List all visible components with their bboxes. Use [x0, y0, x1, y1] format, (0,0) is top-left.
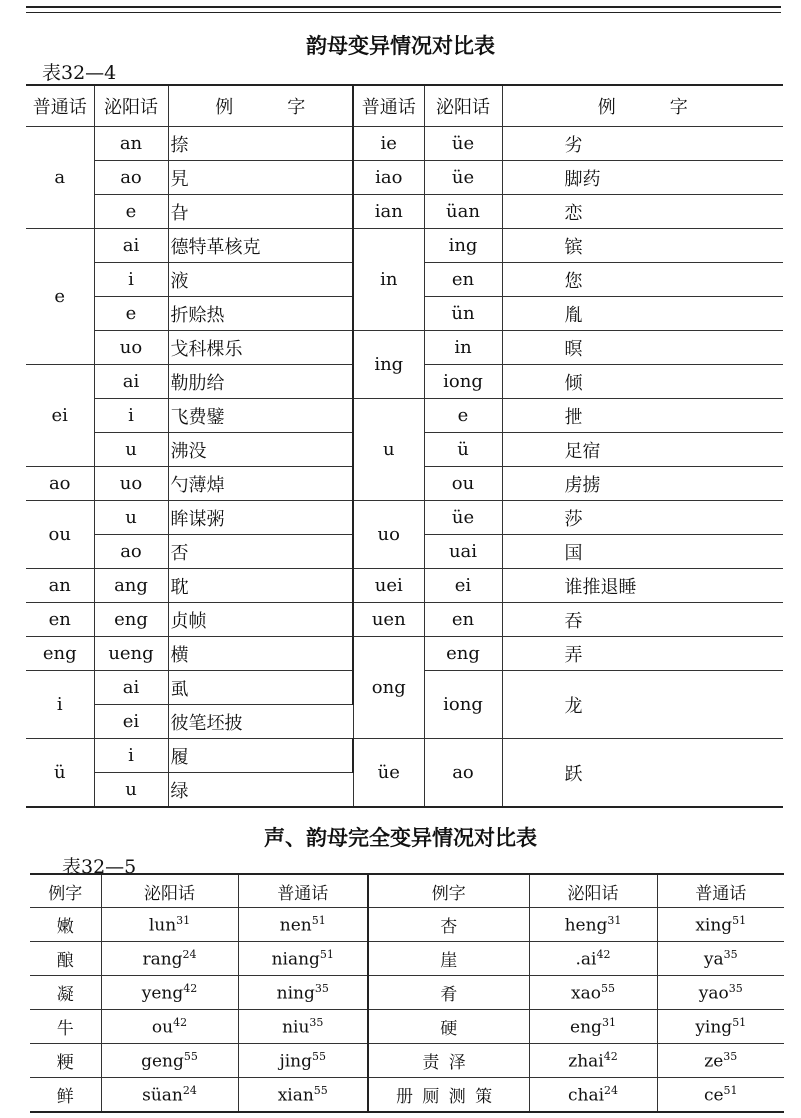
pinyin-cell [657, 976, 784, 1010]
pinyin-cell [101, 908, 238, 942]
table4-label: 表32—4 [42, 62, 117, 84]
example-char: 鲜 [56, 1087, 74, 1107]
tone-value: 35 [723, 1049, 738, 1063]
tone-value: 55 [313, 1083, 328, 1097]
example-char: 硬 [440, 1019, 458, 1039]
pinyin-cell [238, 976, 368, 1010]
biyang-final-cell: ou [424, 467, 502, 501]
pinyin-syllable: ou [151, 1017, 174, 1038]
pinyin-syllable: yeng [141, 983, 184, 1004]
pinyin-syllable: xao [571, 983, 601, 1004]
pinyin-cell [529, 1044, 657, 1078]
table5-label: 表32—5 [62, 856, 137, 878]
pinyin-syllable: jing [279, 1051, 313, 1072]
biyang-final-cell: e [94, 195, 168, 229]
tone-value: 42 [183, 981, 198, 995]
table4-header-cell: 例 字 [168, 85, 353, 127]
pinyin-syllable: ze [704, 1051, 724, 1072]
example-chars-cell: 吞 [502, 603, 783, 637]
example-chars-cell: 履 [168, 739, 353, 773]
example-chars-cell: 沸没 [168, 433, 353, 467]
pinyin-syllable: ning [276, 983, 315, 1004]
table4-header-row [26, 85, 783, 127]
pth-final-cell: u [353, 399, 424, 501]
table4-header-cell: 普通话 [353, 85, 424, 127]
pinyin-cell [529, 1078, 657, 1113]
tone-value: 55 [312, 1049, 327, 1063]
example-char-cell [30, 908, 101, 942]
example-char-cell [30, 976, 101, 1010]
table-row [26, 229, 783, 263]
example-chars-cell: 折赊热 [168, 297, 353, 331]
biyang-final-cell: u [94, 773, 168, 808]
example-char-cell [368, 908, 529, 942]
pth-final-cell: ao [26, 467, 94, 501]
biyang-final-cell: ueng [94, 637, 168, 671]
pinyin-syllable: niu [282, 1017, 310, 1038]
example-chars-cell: 虏掳 [502, 467, 783, 501]
example-chars-cell: 耽 [168, 569, 353, 603]
example-char-cell [30, 1044, 101, 1078]
pth-final-cell: ou [26, 501, 94, 569]
example-char: 肴 [440, 985, 458, 1005]
example-chars-cell: 横 [168, 637, 353, 671]
table4-title: 韵母变异情况对比表 [306, 34, 495, 58]
pth-final-cell: eng [26, 637, 94, 671]
example-chars-cell: 足宿 [502, 433, 783, 467]
example-char: 粳 [56, 1053, 74, 1073]
biyang-final-cell: ei [424, 569, 502, 603]
example-chars-cell: 镔 [502, 229, 783, 263]
example-char: 牛 [56, 1019, 74, 1039]
tone-value: 51 [723, 1083, 738, 1097]
table-row [26, 127, 783, 161]
pinyin-syllable: ya [703, 949, 724, 970]
table-row [26, 399, 783, 433]
pinyin-cell [238, 942, 368, 976]
pinyin-syllable: rang [142, 949, 183, 970]
biyang-final-cell: uai [424, 535, 502, 569]
pinyin-cell [238, 1010, 368, 1044]
pinyin-syllable: .ai [575, 949, 597, 970]
tone-value: 31 [601, 1015, 616, 1029]
example-char-cell [30, 942, 101, 976]
example-char: 酿 [56, 951, 74, 971]
pinyin-cell [657, 1044, 784, 1078]
tone-value: 31 [607, 913, 622, 927]
biyang-final-cell: an [94, 127, 168, 161]
biyang-final-cell: en [424, 603, 502, 637]
example-chars-cell: 抴 [502, 399, 783, 433]
table5-header-cell: 泌阳话 [101, 874, 238, 908]
example-char: 崖 [440, 951, 458, 971]
example-chars-cell: 液 [168, 263, 353, 297]
biyang-final-cell: ao [94, 535, 168, 569]
table4-header-cell: 泌阳话 [424, 85, 502, 127]
biyang-final-cell: üe [424, 501, 502, 535]
pth-final-cell: in [353, 229, 424, 331]
pinyin-cell [101, 942, 238, 976]
pth-final-cell: ing [353, 331, 424, 399]
biyang-final-cell: e [424, 399, 502, 433]
table-row [26, 331, 783, 365]
biyang-final-cell: ao [424, 739, 502, 808]
table5-title: 声、韵母完全变异情况对比表 [264, 826, 537, 850]
pinyin-syllable: süan [142, 1085, 183, 1106]
pinyin-syllable: eng [570, 1017, 602, 1038]
tone-value: 35 [723, 947, 738, 961]
example-chars-cell: 倾 [502, 365, 783, 399]
table5-header-row [30, 874, 784, 908]
pinyin-cell [529, 908, 657, 942]
example-chars-cell: 脚药 [502, 161, 783, 195]
biyang-final-cell: ao [94, 161, 168, 195]
tone-value: 42 [603, 1049, 618, 1063]
table5 [30, 873, 784, 1113]
biyang-final-cell: ei [94, 705, 168, 739]
pinyin-cell [101, 1078, 238, 1113]
pth-final-cell: an [26, 569, 94, 603]
tone-value: 51 [311, 913, 326, 927]
table-row [26, 195, 783, 229]
table4-header-cell: 例 字 [502, 85, 783, 127]
biyang-final-cell: ang [94, 569, 168, 603]
pinyin-cell [238, 1078, 368, 1113]
example-char-cell [30, 1010, 101, 1044]
pinyin-syllable: xing [695, 915, 733, 936]
pinyin-syllable: xian [277, 1085, 314, 1106]
pinyin-syllable: chai [567, 1085, 605, 1106]
biyang-final-cell: uo [94, 467, 168, 501]
table-row [26, 501, 783, 535]
example-chars-cell: 勒肋给 [168, 365, 353, 399]
tone-value: 51 [319, 947, 334, 961]
biyang-final-cell: i [94, 399, 168, 433]
example-char: 责泽 [422, 1053, 476, 1073]
example-chars-cell: 龙 [502, 671, 783, 739]
example-chars-cell: 暝 [502, 331, 783, 365]
tone-value: 51 [732, 913, 747, 927]
pinyin-cell [238, 1044, 368, 1078]
pth-final-cell: iao [353, 161, 424, 195]
biyang-final-cell: in [424, 331, 502, 365]
example-chars-cell: 胤 [502, 297, 783, 331]
pinyin-cell [657, 1078, 784, 1113]
example-chars-cell: 旮 [168, 195, 353, 229]
example-chars-cell: 彼笔坯披 [168, 705, 353, 739]
example-chars-cell: 弄 [502, 637, 783, 671]
biyang-final-cell: u [94, 501, 168, 535]
example-chars-cell: 绿 [168, 773, 353, 808]
pinyin-syllable: ying [695, 1017, 733, 1038]
pth-final-cell: uei [353, 569, 424, 603]
example-chars-cell: 戈科棵乐 [168, 331, 353, 365]
biyang-final-cell: ai [94, 365, 168, 399]
table-row [30, 1044, 784, 1078]
pinyin-syllable: heng [564, 915, 608, 936]
pinyin-syllable: zhai [568, 1051, 604, 1072]
example-chars-cell: 旯 [168, 161, 353, 195]
pinyin-cell [657, 942, 784, 976]
example-char-cell [368, 1044, 529, 1078]
example-char: 凝 [56, 985, 74, 1005]
pth-final-cell: uo [353, 501, 424, 569]
table-row [26, 739, 783, 773]
biyang-final-cell: u [94, 433, 168, 467]
table-row [30, 1010, 784, 1044]
example-chars-cell: 飞费鐾 [168, 399, 353, 433]
example-chars-cell: 跃 [502, 739, 783, 808]
tone-value: 51 [732, 1015, 747, 1029]
biyang-final-cell: ü [424, 433, 502, 467]
pinyin-syllable: niang [271, 949, 320, 970]
biyang-final-cell: üan [424, 195, 502, 229]
tone-value: 55 [183, 1049, 198, 1063]
tone-value: 35 [314, 981, 329, 995]
example-chars-cell: 勺薄焯 [168, 467, 353, 501]
table4 [26, 84, 783, 808]
table-row [26, 637, 783, 671]
example-chars-cell: 恋 [502, 195, 783, 229]
example-char-cell [368, 942, 529, 976]
pinyin-syllable: geng [141, 1051, 184, 1072]
biyang-final-cell: i [94, 263, 168, 297]
pinyin-cell [529, 976, 657, 1010]
tone-value: 55 [600, 981, 615, 995]
pinyin-cell [657, 908, 784, 942]
example-char-cell [30, 1078, 101, 1113]
example-chars-cell: 劣 [502, 127, 783, 161]
table-row [30, 942, 784, 976]
pth-final-cell: en [26, 603, 94, 637]
tone-value: 24 [604, 1083, 619, 1097]
top-rule [26, 6, 781, 13]
pinyin-syllable: lun [148, 915, 177, 936]
biyang-final-cell: eng [424, 637, 502, 671]
tone-value: 42 [596, 947, 611, 961]
example-chars-cell: 德特革核克 [168, 229, 353, 263]
tone-value: 31 [176, 913, 191, 927]
tone-value: 24 [182, 947, 197, 961]
table5-header-cell: 普通话 [657, 874, 784, 908]
example-char-cell [368, 976, 529, 1010]
example-char-cell [368, 1010, 529, 1044]
biyang-final-cell: iong [424, 671, 502, 739]
table4-header-cell: 普通话 [26, 85, 94, 127]
pth-final-cell: uen [353, 603, 424, 637]
pinyin-cell [657, 1010, 784, 1044]
pinyin-cell [529, 1010, 657, 1044]
pinyin-syllable: yao [698, 983, 729, 1004]
pinyin-syllable: nen [279, 915, 312, 936]
pinyin-cell [101, 976, 238, 1010]
biyang-final-cell: ai [94, 671, 168, 705]
pth-final-cell: ü [26, 739, 94, 808]
pinyin-cell [529, 942, 657, 976]
table4-header-cell: 泌阳话 [94, 85, 168, 127]
example-chars-cell: 捺 [168, 127, 353, 161]
pinyin-syllable: ce [703, 1085, 724, 1106]
tone-value: 35 [309, 1015, 324, 1029]
example-chars-cell: 国 [502, 535, 783, 569]
example-char-cell [368, 1078, 529, 1113]
pth-final-cell: ian [353, 195, 424, 229]
biyang-final-cell: ing [424, 229, 502, 263]
table-row [26, 161, 783, 195]
tone-value: 35 [728, 981, 743, 995]
pth-final-cell: e [26, 229, 94, 365]
biyang-final-cell: e [94, 297, 168, 331]
example-chars-cell: 否 [168, 535, 353, 569]
table-row [30, 908, 784, 942]
biyang-final-cell: ai [94, 229, 168, 263]
pth-final-cell: ei [26, 365, 94, 467]
table-row [30, 976, 784, 1010]
table5-header-cell: 例字 [30, 874, 101, 908]
tone-value: 42 [173, 1015, 188, 1029]
table5-header-cell: 泌阳话 [529, 874, 657, 908]
example-char: 册厕测策 [396, 1087, 502, 1107]
pinyin-cell [238, 908, 368, 942]
biyang-final-cell: i [94, 739, 168, 773]
table5-header-cell: 例字 [368, 874, 529, 908]
table-row [26, 569, 783, 603]
pth-final-cell: ie [353, 127, 424, 161]
pth-final-cell: üe [353, 739, 424, 808]
tone-value: 24 [182, 1083, 197, 1097]
table5-header-cell: 普通话 [238, 874, 368, 908]
pth-final-cell: i [26, 671, 94, 739]
example-chars-cell: 虱 [168, 671, 353, 705]
biyang-final-cell: uo [94, 331, 168, 365]
pth-final-cell: a [26, 127, 94, 229]
example-char: 杏 [440, 917, 458, 937]
pinyin-cell [101, 1044, 238, 1078]
biyang-final-cell: en [424, 263, 502, 297]
example-chars-cell: 莎 [502, 501, 783, 535]
example-char: 嫩 [56, 917, 74, 937]
table-row [30, 1078, 784, 1113]
example-chars-cell: 贞帧 [168, 603, 353, 637]
biyang-final-cell: üe [424, 161, 502, 195]
biyang-final-cell: ün [424, 297, 502, 331]
biyang-final-cell: eng [94, 603, 168, 637]
biyang-final-cell: iong [424, 365, 502, 399]
pinyin-cell [101, 1010, 238, 1044]
example-chars-cell: 眸谋粥 [168, 501, 353, 535]
example-chars-cell: 谁推退睡 [502, 569, 783, 603]
table-row [26, 603, 783, 637]
example-chars-cell: 您 [502, 263, 783, 297]
biyang-final-cell: üe [424, 127, 502, 161]
pth-final-cell: ong [353, 637, 424, 739]
